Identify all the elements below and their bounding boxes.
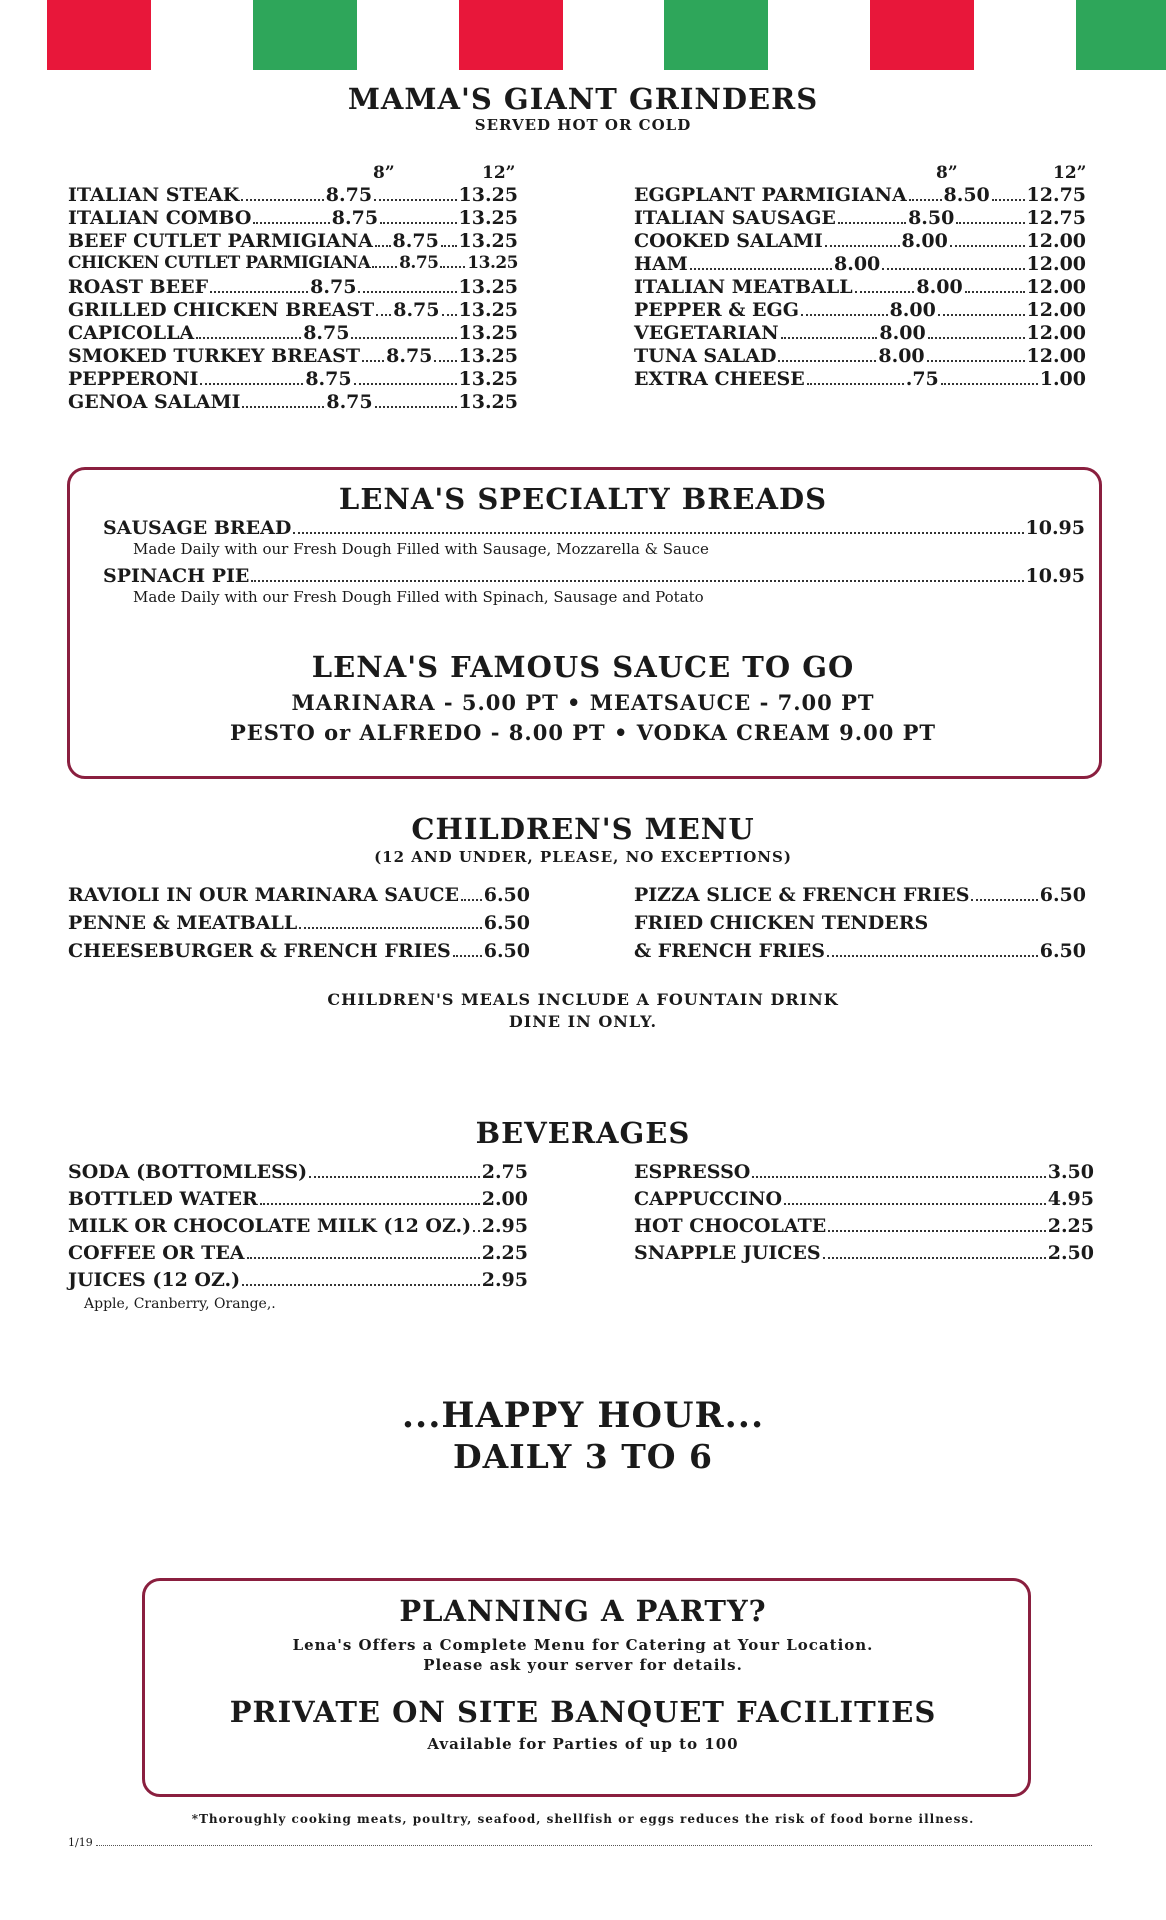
bread-item bbox=[103, 517, 1085, 540]
green-stripe bbox=[664, 0, 768, 70]
children-left-list bbox=[68, 884, 530, 968]
menu-item bbox=[634, 276, 1086, 299]
sauce-line-1: MARINARA - 5.00 PT • MEATSAUCE - 7.00 PT bbox=[291, 690, 875, 715]
item-name: COFFEE OR TEA bbox=[68, 1242, 245, 1264]
menu-item bbox=[634, 184, 1086, 207]
item-price: 2.25 bbox=[481, 1242, 528, 1264]
item-name: PEPPERONI bbox=[68, 368, 199, 390]
footer-code-row bbox=[68, 1836, 1092, 1849]
item-price: 2.75 bbox=[481, 1161, 528, 1183]
red-stripe bbox=[459, 0, 563, 70]
item-price: 10.95 bbox=[1025, 565, 1085, 587]
menu-item bbox=[68, 345, 518, 368]
item-name: PENNE & MEATBALL bbox=[68, 912, 298, 934]
sauce-line-2: PESTO or ALFREDO - 8.00 PT • VODKA CREAM 9.00 PT bbox=[229, 720, 937, 745]
price-12: 1.00 bbox=[1039, 368, 1086, 390]
menu-item bbox=[634, 940, 1086, 968]
price-8: 8.75 bbox=[331, 207, 379, 229]
menu-item bbox=[68, 391, 518, 414]
menu-item bbox=[68, 1188, 528, 1215]
menu-item bbox=[634, 368, 1086, 391]
menu-item bbox=[68, 1215, 528, 1242]
children-title: CHILDREN'S MENU bbox=[411, 812, 755, 846]
item-name: PIZZA SLICE & FRENCH FRIES bbox=[634, 884, 970, 906]
item-name: BOTTLED WATER bbox=[68, 1188, 258, 1210]
price-8: 8.75 bbox=[392, 230, 439, 252]
price-8: 8.50 bbox=[908, 207, 955, 229]
item-name: CAPPUCCINO bbox=[634, 1188, 783, 1210]
price-8: 8.75 bbox=[386, 345, 433, 367]
breads-list bbox=[103, 517, 1085, 613]
item-name: PEPPER & EGG bbox=[634, 299, 799, 321]
item-name: COOKED SALAMI bbox=[634, 230, 823, 252]
item-price: 6.50 bbox=[483, 884, 530, 906]
size-8-header-left: 8” bbox=[373, 163, 395, 183]
item-name: TUNA SALAD bbox=[634, 345, 777, 367]
price-8: 8.75 bbox=[399, 253, 439, 273]
green-stripe bbox=[253, 0, 357, 70]
price-8: 8.00 bbox=[833, 253, 881, 275]
item-price: 2.95 bbox=[481, 1215, 528, 1237]
price-8: 8.00 bbox=[879, 322, 926, 344]
item-name: ITALIAN SAUSAGE bbox=[634, 207, 836, 229]
menu-item bbox=[68, 1269, 528, 1296]
sauce-title: LENA'S FAMOUS SAUCE TO GO bbox=[311, 650, 855, 684]
menu-item bbox=[68, 299, 518, 322]
price-12: 13.25 bbox=[458, 345, 518, 367]
price-8: 8.00 bbox=[901, 230, 948, 252]
item-price: 2.25 bbox=[1047, 1215, 1094, 1237]
item-price: 6.50 bbox=[483, 940, 530, 962]
item-description: Made Daily with our Fresh Dough Filled with Sausage, Mozzarella & Sauce bbox=[133, 540, 709, 558]
price-8: 8.00 bbox=[916, 276, 963, 298]
price-12: 12.00 bbox=[1026, 253, 1087, 275]
footer-rule bbox=[96, 1845, 1092, 1846]
item-name: HAM bbox=[634, 253, 688, 275]
menu-item bbox=[68, 1242, 528, 1269]
item-name: SPINACH PIE bbox=[103, 565, 250, 587]
beverages-title: BEVERAGES bbox=[475, 1116, 691, 1150]
party-line-2: Please ask your server for details. bbox=[423, 1656, 743, 1674]
menu-item-line bbox=[634, 912, 1086, 940]
price-8: 8.75 bbox=[305, 368, 352, 390]
menu-item bbox=[68, 253, 518, 276]
item-name: BEEF CUTLET PARMIGIANA bbox=[68, 230, 373, 252]
menu-item bbox=[68, 940, 530, 968]
grinders-left-list bbox=[68, 184, 518, 414]
size-8-header-right: 8” bbox=[936, 163, 958, 183]
grinders-right-list bbox=[634, 184, 1086, 391]
banquet-line: Available for Parties of up to 100 bbox=[427, 1735, 739, 1753]
menu-item bbox=[634, 1215, 1094, 1242]
item-description: Made Daily with our Fresh Dough Filled with Spinach, Sausage and Potato bbox=[133, 588, 704, 606]
green-stripe bbox=[1076, 0, 1166, 70]
item-name: GENOA SALAMI bbox=[68, 391, 241, 413]
footer-code: 1/19 bbox=[68, 1836, 93, 1849]
size-12-header-left: 12” bbox=[482, 163, 516, 183]
price-12: 13.25 bbox=[458, 299, 519, 321]
price-8: 8.75 bbox=[393, 299, 440, 321]
children-note-2: DINE IN ONLY. bbox=[508, 1012, 658, 1031]
item-name: HOT CHOCOLATE bbox=[634, 1215, 827, 1237]
price-12: 13.25 bbox=[458, 207, 518, 229]
menu-item bbox=[634, 884, 1086, 912]
item-name: ESPRESSO bbox=[634, 1161, 751, 1183]
item-name: ITALIAN COMBO bbox=[68, 207, 252, 229]
item-name: EXTRA CHEESE bbox=[634, 368, 805, 390]
menu-item bbox=[634, 1188, 1094, 1215]
price-12: 13.25 bbox=[467, 253, 519, 273]
item-price: 2.95 bbox=[481, 1269, 528, 1291]
item-name: & FRENCH FRIES bbox=[634, 940, 825, 962]
red-stripe bbox=[870, 0, 974, 70]
price-12: 12.00 bbox=[1026, 276, 1087, 298]
children-note-1: CHILDREN'S MEALS INCLUDE A FOUNTAIN DRINK bbox=[327, 990, 839, 1009]
item-price: 6.50 bbox=[1039, 884, 1086, 906]
item-name: ITALIAN MEATBALL bbox=[634, 276, 853, 298]
price-12: 12.75 bbox=[1026, 184, 1087, 206]
price-8: 8.75 bbox=[326, 391, 373, 413]
item-name: SAUSAGE BREAD bbox=[103, 517, 292, 539]
party-line-1: Lena's Offers a Complete Menu for Catering at Your Location. bbox=[292, 1636, 874, 1654]
item-name: SODA (BOTTOMLESS) bbox=[68, 1161, 308, 1183]
price-12: 13.25 bbox=[458, 391, 518, 413]
item-price: 2.00 bbox=[481, 1188, 528, 1210]
price-12: 13.25 bbox=[458, 276, 519, 298]
menu-item bbox=[634, 207, 1086, 230]
red-stripe bbox=[47, 0, 151, 70]
bread-item bbox=[103, 565, 1085, 588]
menu-item bbox=[634, 253, 1086, 276]
grinders-title: MAMA'S GIANT GRINDERS bbox=[347, 82, 819, 116]
price-8: 8.50 bbox=[943, 184, 990, 206]
item-name: ROAST BEEF bbox=[68, 276, 209, 298]
item-name: CHICKEN CUTLET PARMIGIANA bbox=[68, 253, 371, 273]
price-8: 8.00 bbox=[889, 299, 936, 321]
price-8: 8.75 bbox=[325, 184, 373, 206]
item-price: 6.50 bbox=[1039, 940, 1086, 962]
menu-item bbox=[634, 230, 1086, 253]
item-name: EGGPLANT PARMIGIANA bbox=[634, 184, 907, 206]
menu-item bbox=[634, 299, 1086, 322]
size-12-header-right: 12” bbox=[1053, 163, 1087, 183]
price-12: 12.00 bbox=[1026, 230, 1087, 252]
price-12: 13.25 bbox=[458, 230, 518, 252]
menu-item bbox=[68, 912, 530, 940]
item-name: GRILLED CHICKEN BREAST bbox=[68, 299, 375, 321]
item-name: MILK OR CHOCOLATE MILK (12 OZ.) bbox=[68, 1215, 472, 1237]
party-title: PLANNING A PARTY? bbox=[399, 1594, 767, 1628]
beverages-left-list bbox=[68, 1161, 528, 1312]
item-price: 3.50 bbox=[1047, 1161, 1094, 1183]
item-name: FRIED CHICKEN TENDERS bbox=[634, 912, 929, 934]
price-8: .75 bbox=[905, 368, 939, 390]
price-12: 13.25 bbox=[458, 368, 519, 390]
item-price: 2.50 bbox=[1047, 1242, 1094, 1264]
item-name: SNAPPLE JUICES bbox=[634, 1242, 821, 1264]
item-name: RAVIOLI IN OUR MARINARA SAUCE bbox=[68, 884, 459, 906]
menu-item bbox=[68, 368, 518, 391]
breads-title: LENA'S SPECIALTY BREADS bbox=[338, 482, 828, 516]
children-subtitle: (12 AND UNDER, PLEASE, NO EXCEPTIONS) bbox=[374, 848, 792, 866]
banquet-title: PRIVATE ON SITE BANQUET FACILITIES bbox=[229, 1695, 937, 1729]
price-12: 13.25 bbox=[458, 322, 519, 344]
beverages-right-list bbox=[634, 1161, 1094, 1269]
item-price: 4.95 bbox=[1047, 1188, 1094, 1210]
price-12: 12.00 bbox=[1026, 299, 1086, 321]
happy-hour-line-1: ...HAPPY HOUR... bbox=[401, 1395, 765, 1436]
happy-hour-line-2: DAILY 3 TO 6 bbox=[453, 1437, 713, 1476]
flag-stripes bbox=[0, 0, 1166, 70]
menu-item bbox=[634, 1242, 1094, 1269]
menu-item bbox=[68, 230, 518, 253]
price-12: 13.25 bbox=[458, 184, 519, 206]
menu-item bbox=[68, 884, 530, 912]
menu-item bbox=[634, 322, 1086, 345]
item-price: 6.50 bbox=[483, 912, 530, 934]
item-name: CHEESEBURGER & FRENCH FRIES bbox=[68, 940, 451, 962]
item-name: JUICES (12 OZ.) bbox=[68, 1269, 241, 1291]
item-name: VEGETARIAN bbox=[634, 322, 779, 344]
price-8: 8.00 bbox=[878, 345, 925, 367]
menu-item bbox=[68, 322, 518, 345]
price-8: 8.75 bbox=[310, 276, 357, 298]
price-8: 8.75 bbox=[303, 322, 350, 344]
item-price: 10.95 bbox=[1025, 517, 1085, 539]
item-name: CAPICOLLA bbox=[68, 322, 195, 344]
juice-note: Apple, Cranberry, Orange,. bbox=[84, 1296, 276, 1312]
price-12: 12.00 bbox=[1026, 345, 1087, 367]
menu-item bbox=[68, 207, 518, 230]
price-12: 12.00 bbox=[1026, 322, 1086, 344]
item-name: SMOKED TURKEY BREAST bbox=[68, 345, 360, 367]
item-name: ITALIAN STEAK bbox=[68, 184, 240, 206]
menu-item bbox=[634, 345, 1086, 368]
price-12: 12.75 bbox=[1026, 207, 1086, 229]
menu-item bbox=[68, 1161, 528, 1188]
menu-item bbox=[68, 184, 518, 207]
children-right-list bbox=[634, 884, 1086, 968]
grinders-subtitle: SERVED HOT OR COLD bbox=[474, 116, 692, 134]
menu-item bbox=[68, 276, 518, 299]
menu-item bbox=[634, 1161, 1094, 1188]
food-warning: *Thoroughly cooking meats, poultry, seafood, shellfish or eggs reduces the risk of food borne illness. bbox=[191, 1812, 975, 1826]
